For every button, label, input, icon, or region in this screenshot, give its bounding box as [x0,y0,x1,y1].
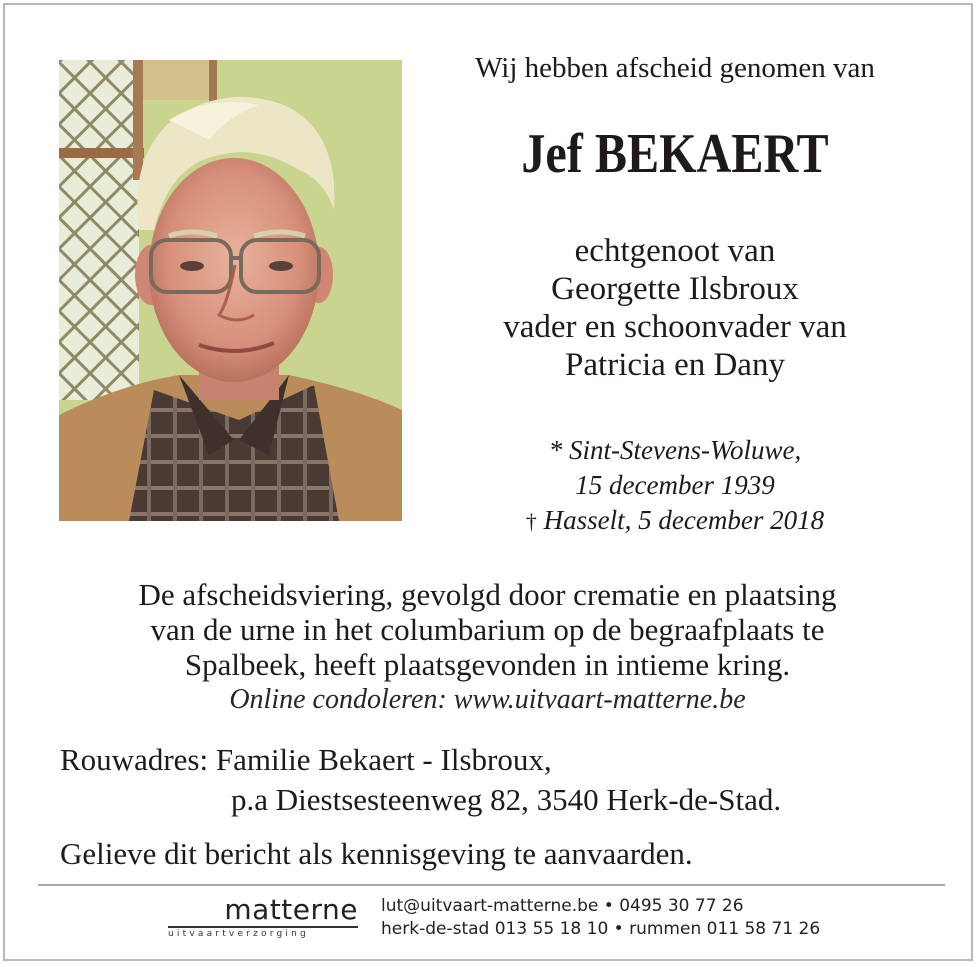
contact-block [381,895,820,941]
deceased-name: Jef BEKAERT [521,123,829,185]
death-line [410,503,940,539]
mourning-address [60,740,781,820]
ceremony-block [40,577,935,717]
request-text: Gelieve dit bericht als kennisgeving te aanvaarden. [60,836,693,871]
address-line: p.a Diestsesteenweg 82, 3540 Herk-de-Stad. [231,782,782,817]
relation-line: echtgenoot van [574,233,776,269]
dates-block [410,433,940,539]
intro-text: Wij hebben afscheid genomen van [475,52,875,84]
logo-tagline: uitvaartverzorging [168,929,309,939]
footer-divider [38,884,945,886]
relation-line: Patricia en Dany [565,347,785,383]
portrait-photo [59,60,402,521]
logo-rule [168,926,358,928]
ceremony-line: van de urne in het columbarium op de begraafplaats te [150,612,825,647]
address-line: Rouwadres: Familie Bekaert - Ilsbroux, [60,742,552,777]
online-condolence-link[interactable]: Online condoleren: www.uitvaart-matterne.be [229,684,746,715]
ceremony-line: De afscheidsviering, gevolgd door crematie en plaatsing [138,577,837,612]
relation-line: vader en schoonvader van [503,309,847,345]
birth-date: 15 december 1939 [575,470,775,500]
relations-block [410,232,940,384]
cross-icon: † [525,509,537,534]
birth-place: * Sint-Stevens-Woluwe, [548,435,802,465]
matterne-logo [168,893,360,945]
contact-line: lut@uitvaart-matterne.be • 0495 30 77 26 [381,896,744,916]
contact-line: herk-de-stad 013 55 18 10 • rummen 011 58 71 26 [381,919,821,939]
ceremony-line: Spalbeek, heeft plaatsgevonden in intieme kring. [184,647,791,682]
death-place-date: Hasselt, 5 december 2018 [543,505,825,535]
relation-line: Georgette Ilsbroux [551,271,799,307]
logo-wordmark: matterne [224,893,358,926]
